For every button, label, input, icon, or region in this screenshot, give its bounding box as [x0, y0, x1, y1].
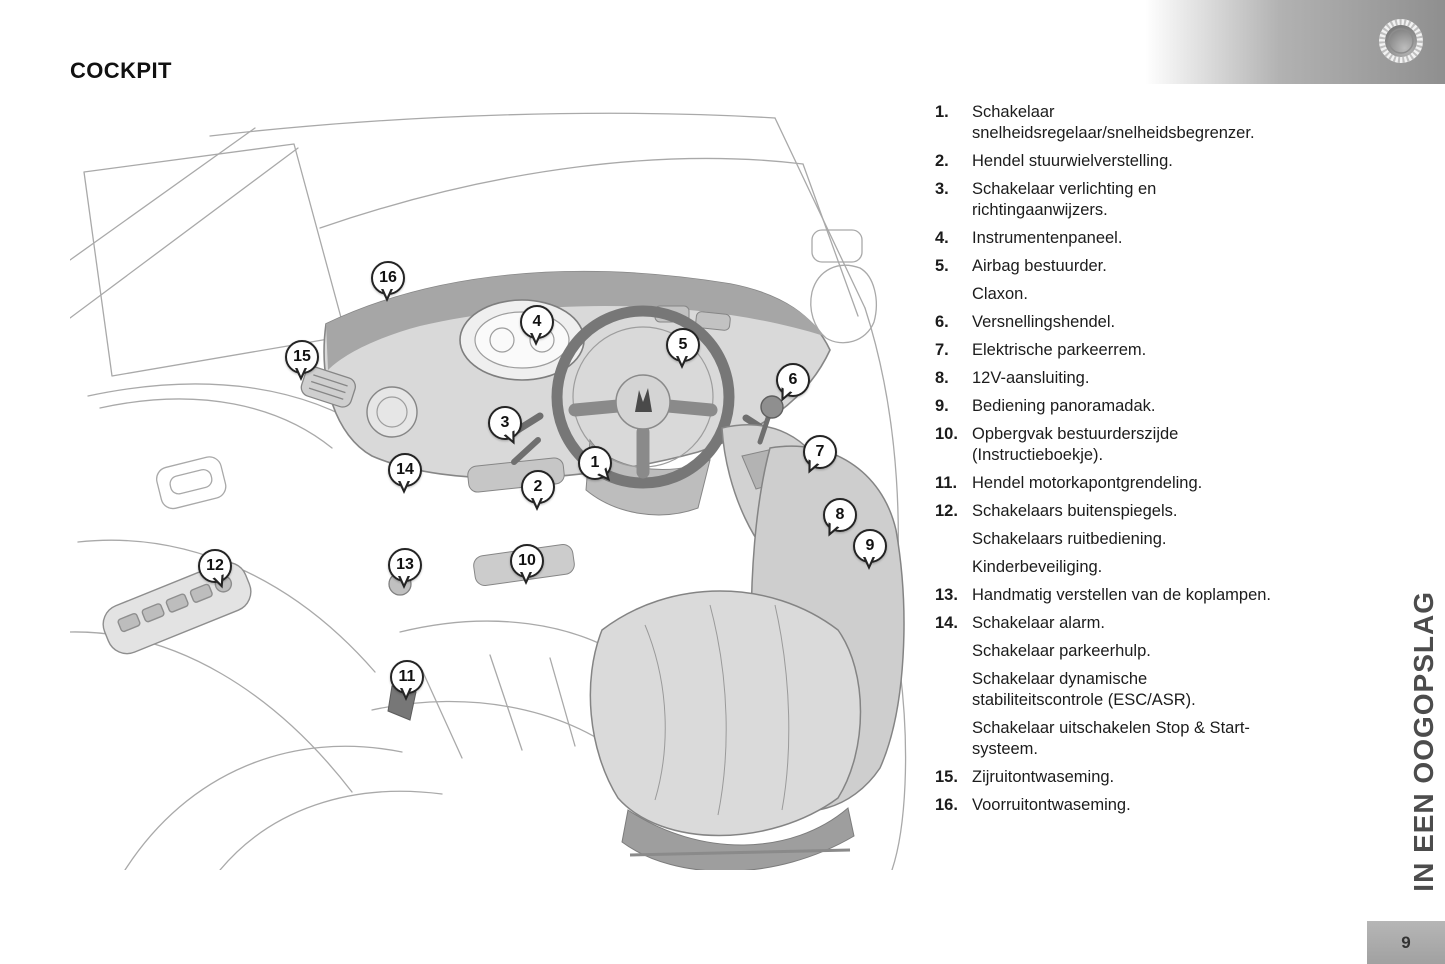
callout-number: 2	[533, 478, 543, 495]
callout-6	[776, 363, 810, 397]
legend-paragraph: Kinderbeveiliging.	[972, 558, 1103, 576]
legend-paragraph: 12V-aansluiting.	[972, 369, 1090, 387]
legend-paragraph: Handmatig verstellen van de koplampen.	[972, 586, 1272, 604]
callout-number: 16	[379, 269, 397, 286]
page-title: COCKPIT	[70, 58, 172, 83]
legend-item-10	[935, 424, 1307, 473]
callout-number: 14	[396, 461, 414, 478]
legend-item-number: 14.	[935, 614, 958, 632]
callout-number: 3	[500, 414, 510, 431]
legend-item-number: 13.	[935, 586, 958, 604]
callout-11	[390, 660, 424, 694]
legend-item-13	[935, 585, 1307, 613]
legend-item-number: 3.	[935, 180, 949, 198]
legend-item-text	[972, 585, 1272, 613]
legend-item-text	[972, 151, 1272, 179]
legend-item-number: 8.	[935, 369, 949, 387]
callout-16	[371, 261, 405, 295]
legend-item-15	[935, 767, 1307, 795]
legend-item-number: 4.	[935, 229, 949, 247]
callout-13	[388, 548, 422, 582]
callout-number: 10	[518, 552, 536, 569]
legend-item-6	[935, 312, 1307, 340]
legend-item-number: 5.	[935, 257, 949, 275]
legend-paragraph: Opbergvak bestuurderszijde (Instructieboekje).	[972, 425, 1179, 464]
cockpit-illustration	[70, 110, 920, 870]
legend-item-number: 2.	[935, 152, 949, 170]
legend-item-text	[972, 256, 1272, 312]
legend-item-text	[972, 473, 1272, 501]
callout-number: 12	[206, 557, 224, 574]
legend-item-number: 11.	[935, 474, 958, 492]
legend-item-number: 12.	[935, 502, 958, 520]
legend-item-text	[972, 312, 1272, 340]
callout-number: 11	[398, 668, 416, 685]
legend-item-text	[972, 228, 1272, 256]
legend-item-number: 1.	[935, 103, 949, 121]
section-vertical-label: IN EEN OOGOPSLAG	[1408, 591, 1439, 892]
page-number: 9	[1401, 932, 1411, 952]
legend-item-2	[935, 151, 1307, 179]
legend-paragraph: Schakelaars ruitbediening.	[972, 530, 1167, 548]
callout-number: 5	[678, 336, 688, 353]
legend-list	[935, 102, 1307, 823]
callout-layer	[70, 110, 920, 870]
legend-item-number: 6.	[935, 313, 949, 331]
callout-7	[803, 435, 837, 469]
legend-item-12	[935, 501, 1307, 585]
callout-number: 6	[788, 371, 798, 388]
legend-item-text	[972, 368, 1272, 396]
ring-dial-icon	[1373, 13, 1429, 69]
legend-item-text	[972, 179, 1272, 228]
legend-paragraph: Voorruitontwaseming.	[972, 796, 1131, 814]
legend-paragraph: Schakelaar parkeerhulp.	[972, 642, 1151, 660]
callout-number: 1	[590, 454, 600, 471]
callout-10	[510, 544, 544, 578]
callout-number: 13	[396, 556, 414, 573]
legend-item-number: 16.	[935, 796, 958, 814]
legend-paragraph: Zijruitontwaseming.	[972, 768, 1115, 786]
legend-item-text	[972, 424, 1272, 473]
callout-9	[853, 529, 887, 563]
legend-paragraph: Versnellingshendel.	[972, 313, 1116, 331]
legend-item-14	[935, 613, 1307, 767]
callout-number: 8	[835, 506, 845, 523]
legend-item-text	[972, 396, 1272, 424]
callout-number: 9	[865, 537, 875, 554]
legend-paragraph: Elektrische parkeerrem.	[972, 341, 1147, 359]
legend-item-text	[972, 102, 1272, 151]
callout-12	[198, 549, 232, 583]
legend-item-11	[935, 473, 1307, 501]
legend-paragraph: Schakelaar uitschakelen Stop & Start-systeem.	[972, 719, 1250, 758]
legend-item-4	[935, 228, 1307, 256]
legend-item-text	[972, 501, 1272, 585]
callout-3	[488, 406, 522, 440]
legend-item-text	[972, 767, 1272, 795]
legend-item-16	[935, 795, 1307, 823]
legend-item-text	[972, 613, 1272, 767]
callout-15	[285, 340, 319, 374]
legend-paragraph: Instrumentenpaneel.	[972, 229, 1123, 247]
legend-item-number: 10.	[935, 425, 958, 443]
legend-item-5	[935, 256, 1307, 312]
legend-paragraph: Schakelaars buitenspiegels.	[972, 502, 1178, 520]
callout-number: 4	[532, 313, 542, 330]
legend-paragraph: Schakelaar dynamische stabiliteitscontrole (ESC/ASR).	[972, 670, 1196, 709]
legend-item-3	[935, 179, 1307, 228]
legend-paragraph: Schakelaar verlichting en richtingaanwijzers.	[972, 180, 1157, 219]
legend-item-9	[935, 396, 1307, 424]
legend-item-text	[972, 340, 1272, 368]
legend-item-number: 15.	[935, 768, 958, 786]
legend-item-number: 9.	[935, 397, 949, 415]
callout-number: 15	[293, 348, 311, 365]
callout-2	[521, 470, 555, 504]
legend-item-number: 7.	[935, 341, 949, 359]
legend-paragraph: Schakelaar snelheidsregelaar/snelheidsbegrenzer.	[972, 103, 1255, 142]
callout-4	[520, 305, 554, 339]
callout-5	[666, 328, 700, 362]
legend-item-8	[935, 368, 1307, 396]
callout-14	[388, 453, 422, 487]
legend-item-1	[935, 102, 1307, 151]
callout-number: 7	[815, 443, 825, 460]
legend-item-7	[935, 340, 1307, 368]
legend-paragraph: Hendel stuurwielverstelling.	[972, 152, 1173, 170]
legend-paragraph: Airbag bestuurder.	[972, 257, 1107, 275]
page-number-box	[1367, 921, 1445, 964]
legend-paragraph: Bediening panoramadak.	[972, 397, 1156, 415]
legend-paragraph: Schakelaar alarm.	[972, 614, 1105, 632]
legend-paragraph: Hendel motorkapontgrendeling.	[972, 474, 1203, 492]
top-right-gradient-bar	[1145, 0, 1445, 84]
callout-8	[823, 498, 857, 532]
callout-1	[578, 446, 612, 480]
legend-paragraph: Claxon.	[972, 285, 1028, 303]
legend-item-text	[972, 795, 1272, 823]
